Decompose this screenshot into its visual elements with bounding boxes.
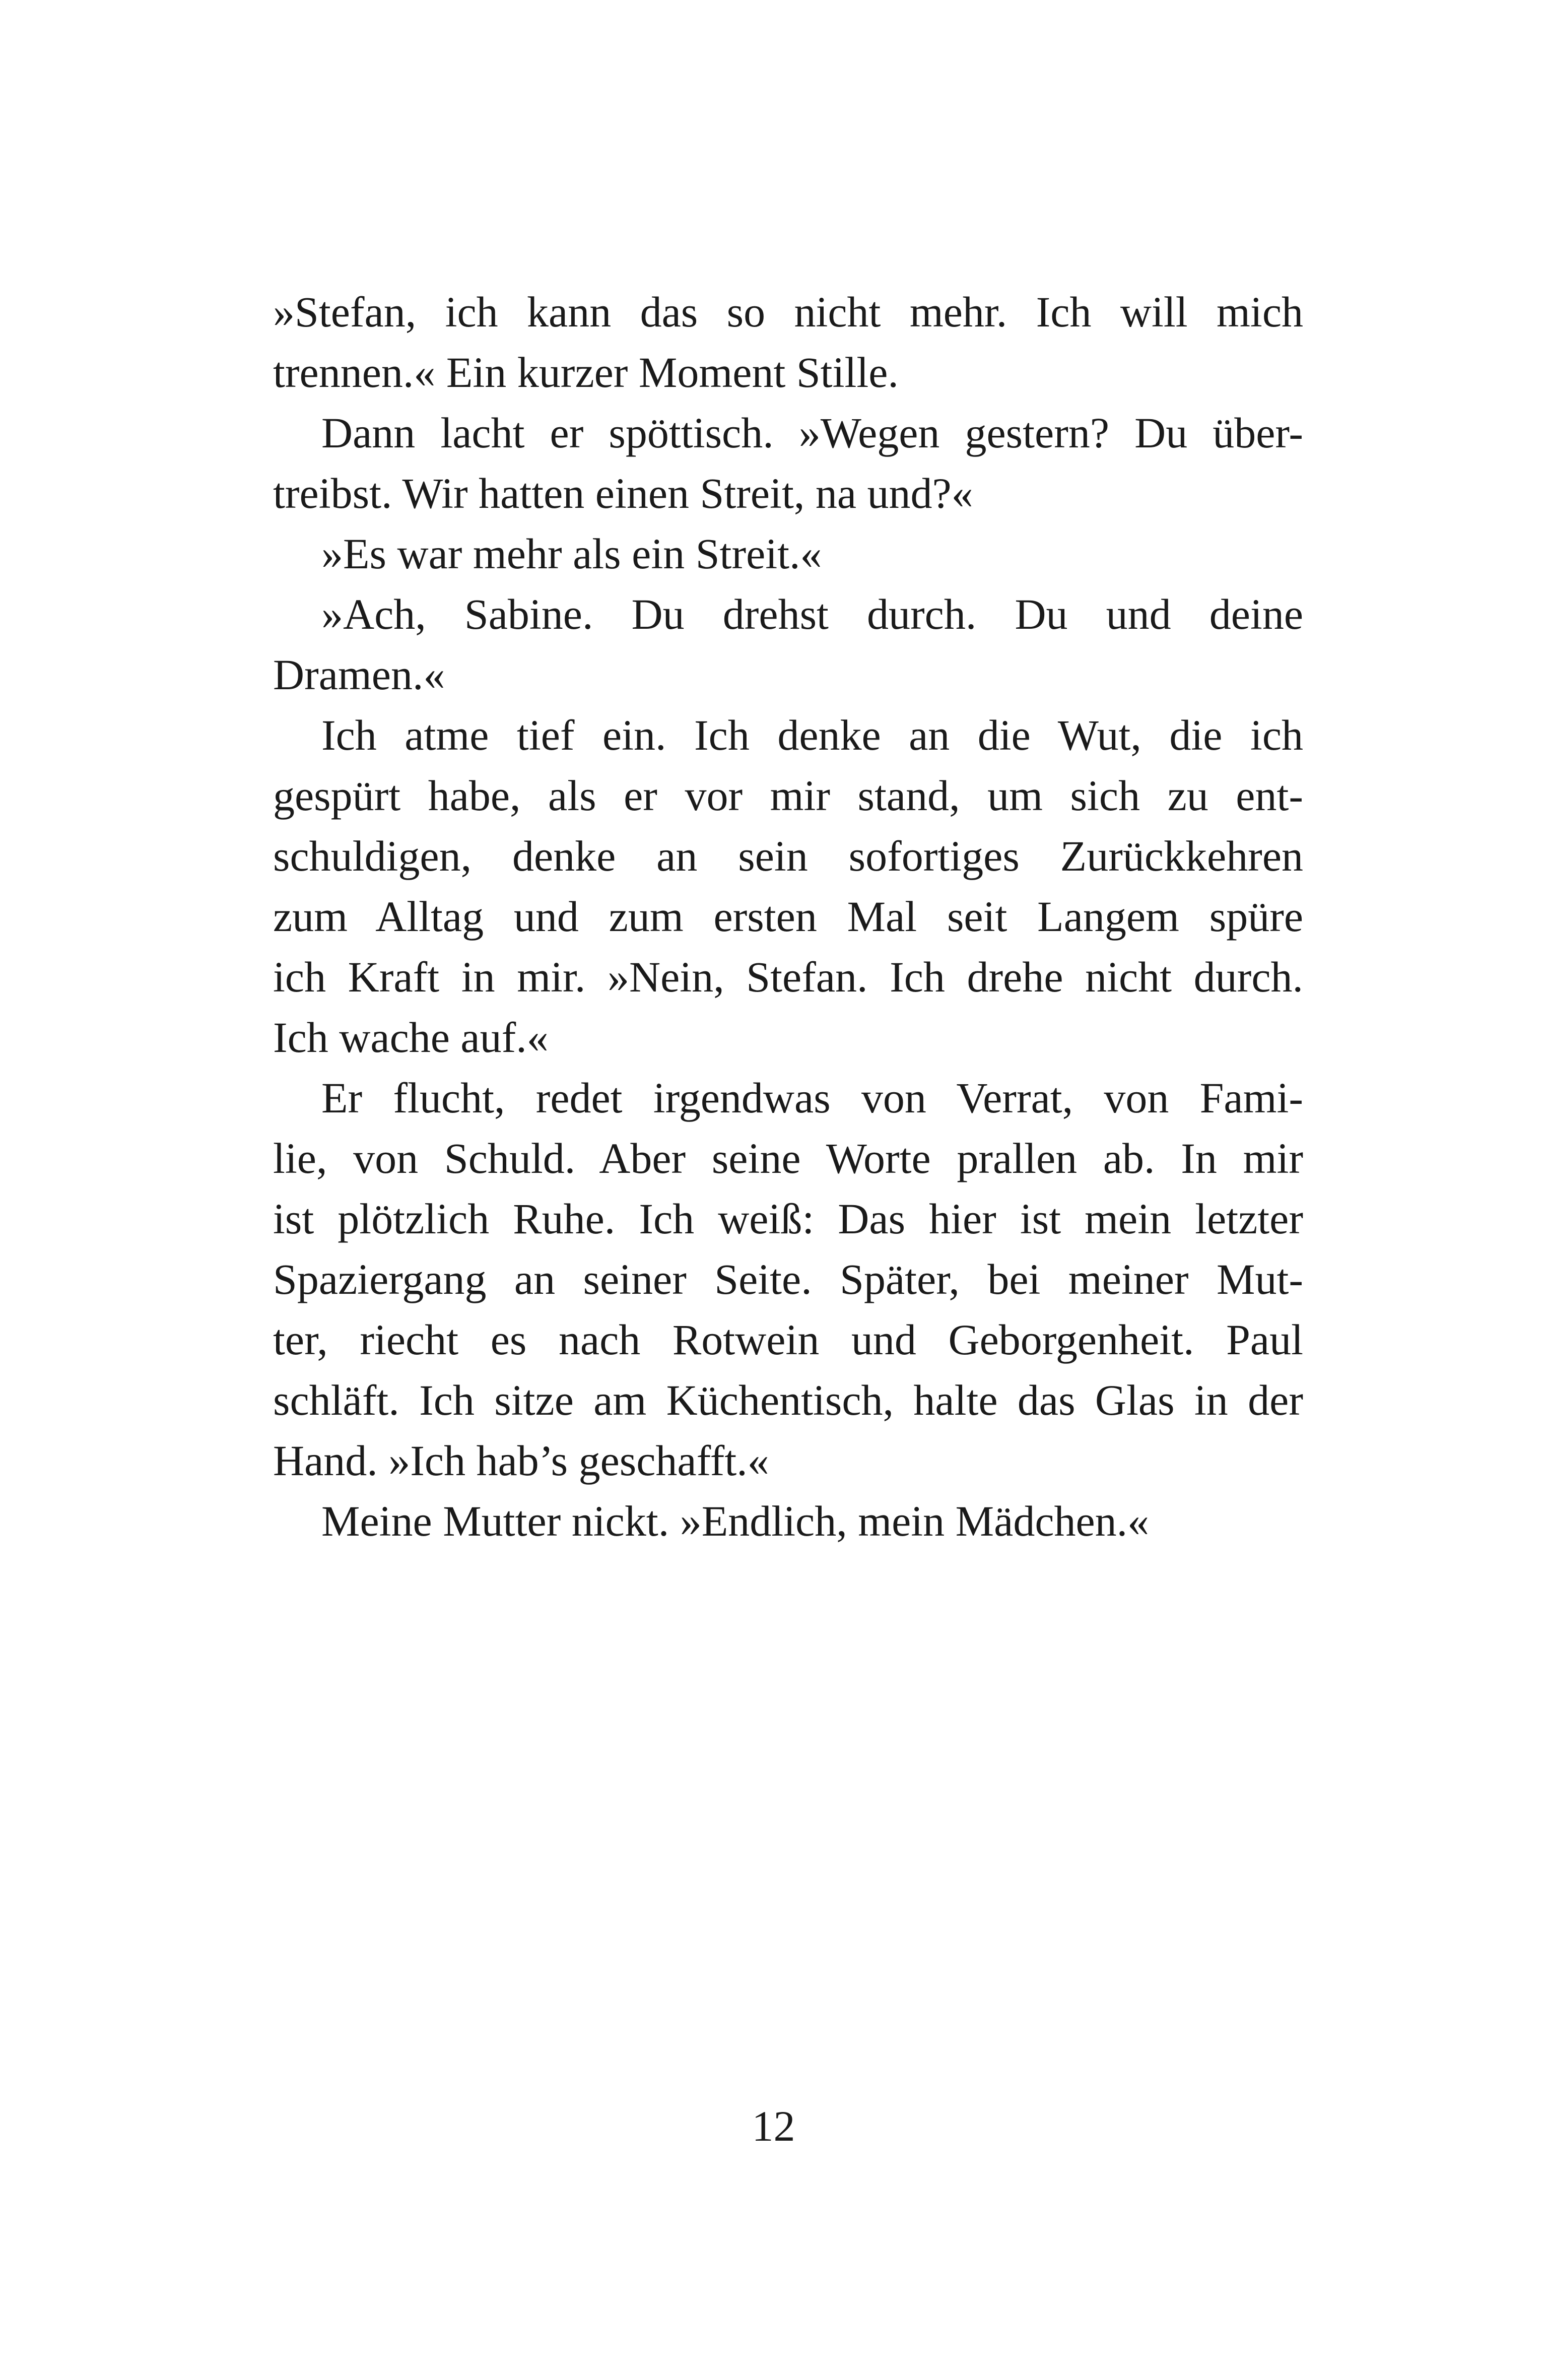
text-line: Meine Mutter nickt. »Endlich, mein Mädchen.« [321,1497,1150,1545]
text-line: Ich atme tief ein. Ich denke an die Wut, die ich [321,711,1303,759]
text-line: Dann lacht er spöttisch. »Wegen gestern? Du über- [321,409,1303,457]
text-line: schläft. Ich sitze am Küchentisch, halte das Glas in der [273,1376,1303,1424]
text-line: ter, riecht es nach Rotwein und Geborgenheit. Paul [273,1315,1303,1364]
text-line: ist plötzlich Ruhe. Ich weiß: Das hier ist mein letzter [273,1195,1303,1243]
text-line: zum Alltag und zum ersten Mal seit Langem spüre [273,892,1303,941]
text-line: »Stefan, ich kann das so nicht mehr. Ich will mich [273,288,1303,336]
text-line: lie, von Schuld. Aber seine Worte prallen ab. In mir [273,1134,1303,1182]
text-line: schuldigen, denke an sein sofortiges Zurückkehren [273,832,1303,880]
page-number: 12 [752,2102,795,2150]
text-line: Hand. »Ich hab’s geschafft.« [273,1436,769,1485]
text-line: trennen.« Ein kurzer Moment Stille. [273,348,899,396]
text-line: gespürt habe, als er vor mir stand, um sich zu ent- [273,771,1303,820]
text-line: Er flucht, redet irgendwas von Verrat, von Fami- [321,1074,1303,1122]
text-line: »Es war mehr als ein Streit.« [321,530,822,578]
text-line: Dramen.« [273,650,445,699]
text-line: ich Kraft in mir. »Nein, Stefan. Ich drehe nicht durch. [273,953,1303,1001]
text-line: Ich wache auf.« [273,1013,549,1062]
text-line: treibst. Wir hatten einen Streit, na und?« [273,469,973,517]
text-line: Spaziergang an seiner Seite. Später, bei meiner Mut- [273,1255,1303,1303]
text-line: »Ach, Sabine. Du drehst durch. Du und deine [321,590,1303,638]
